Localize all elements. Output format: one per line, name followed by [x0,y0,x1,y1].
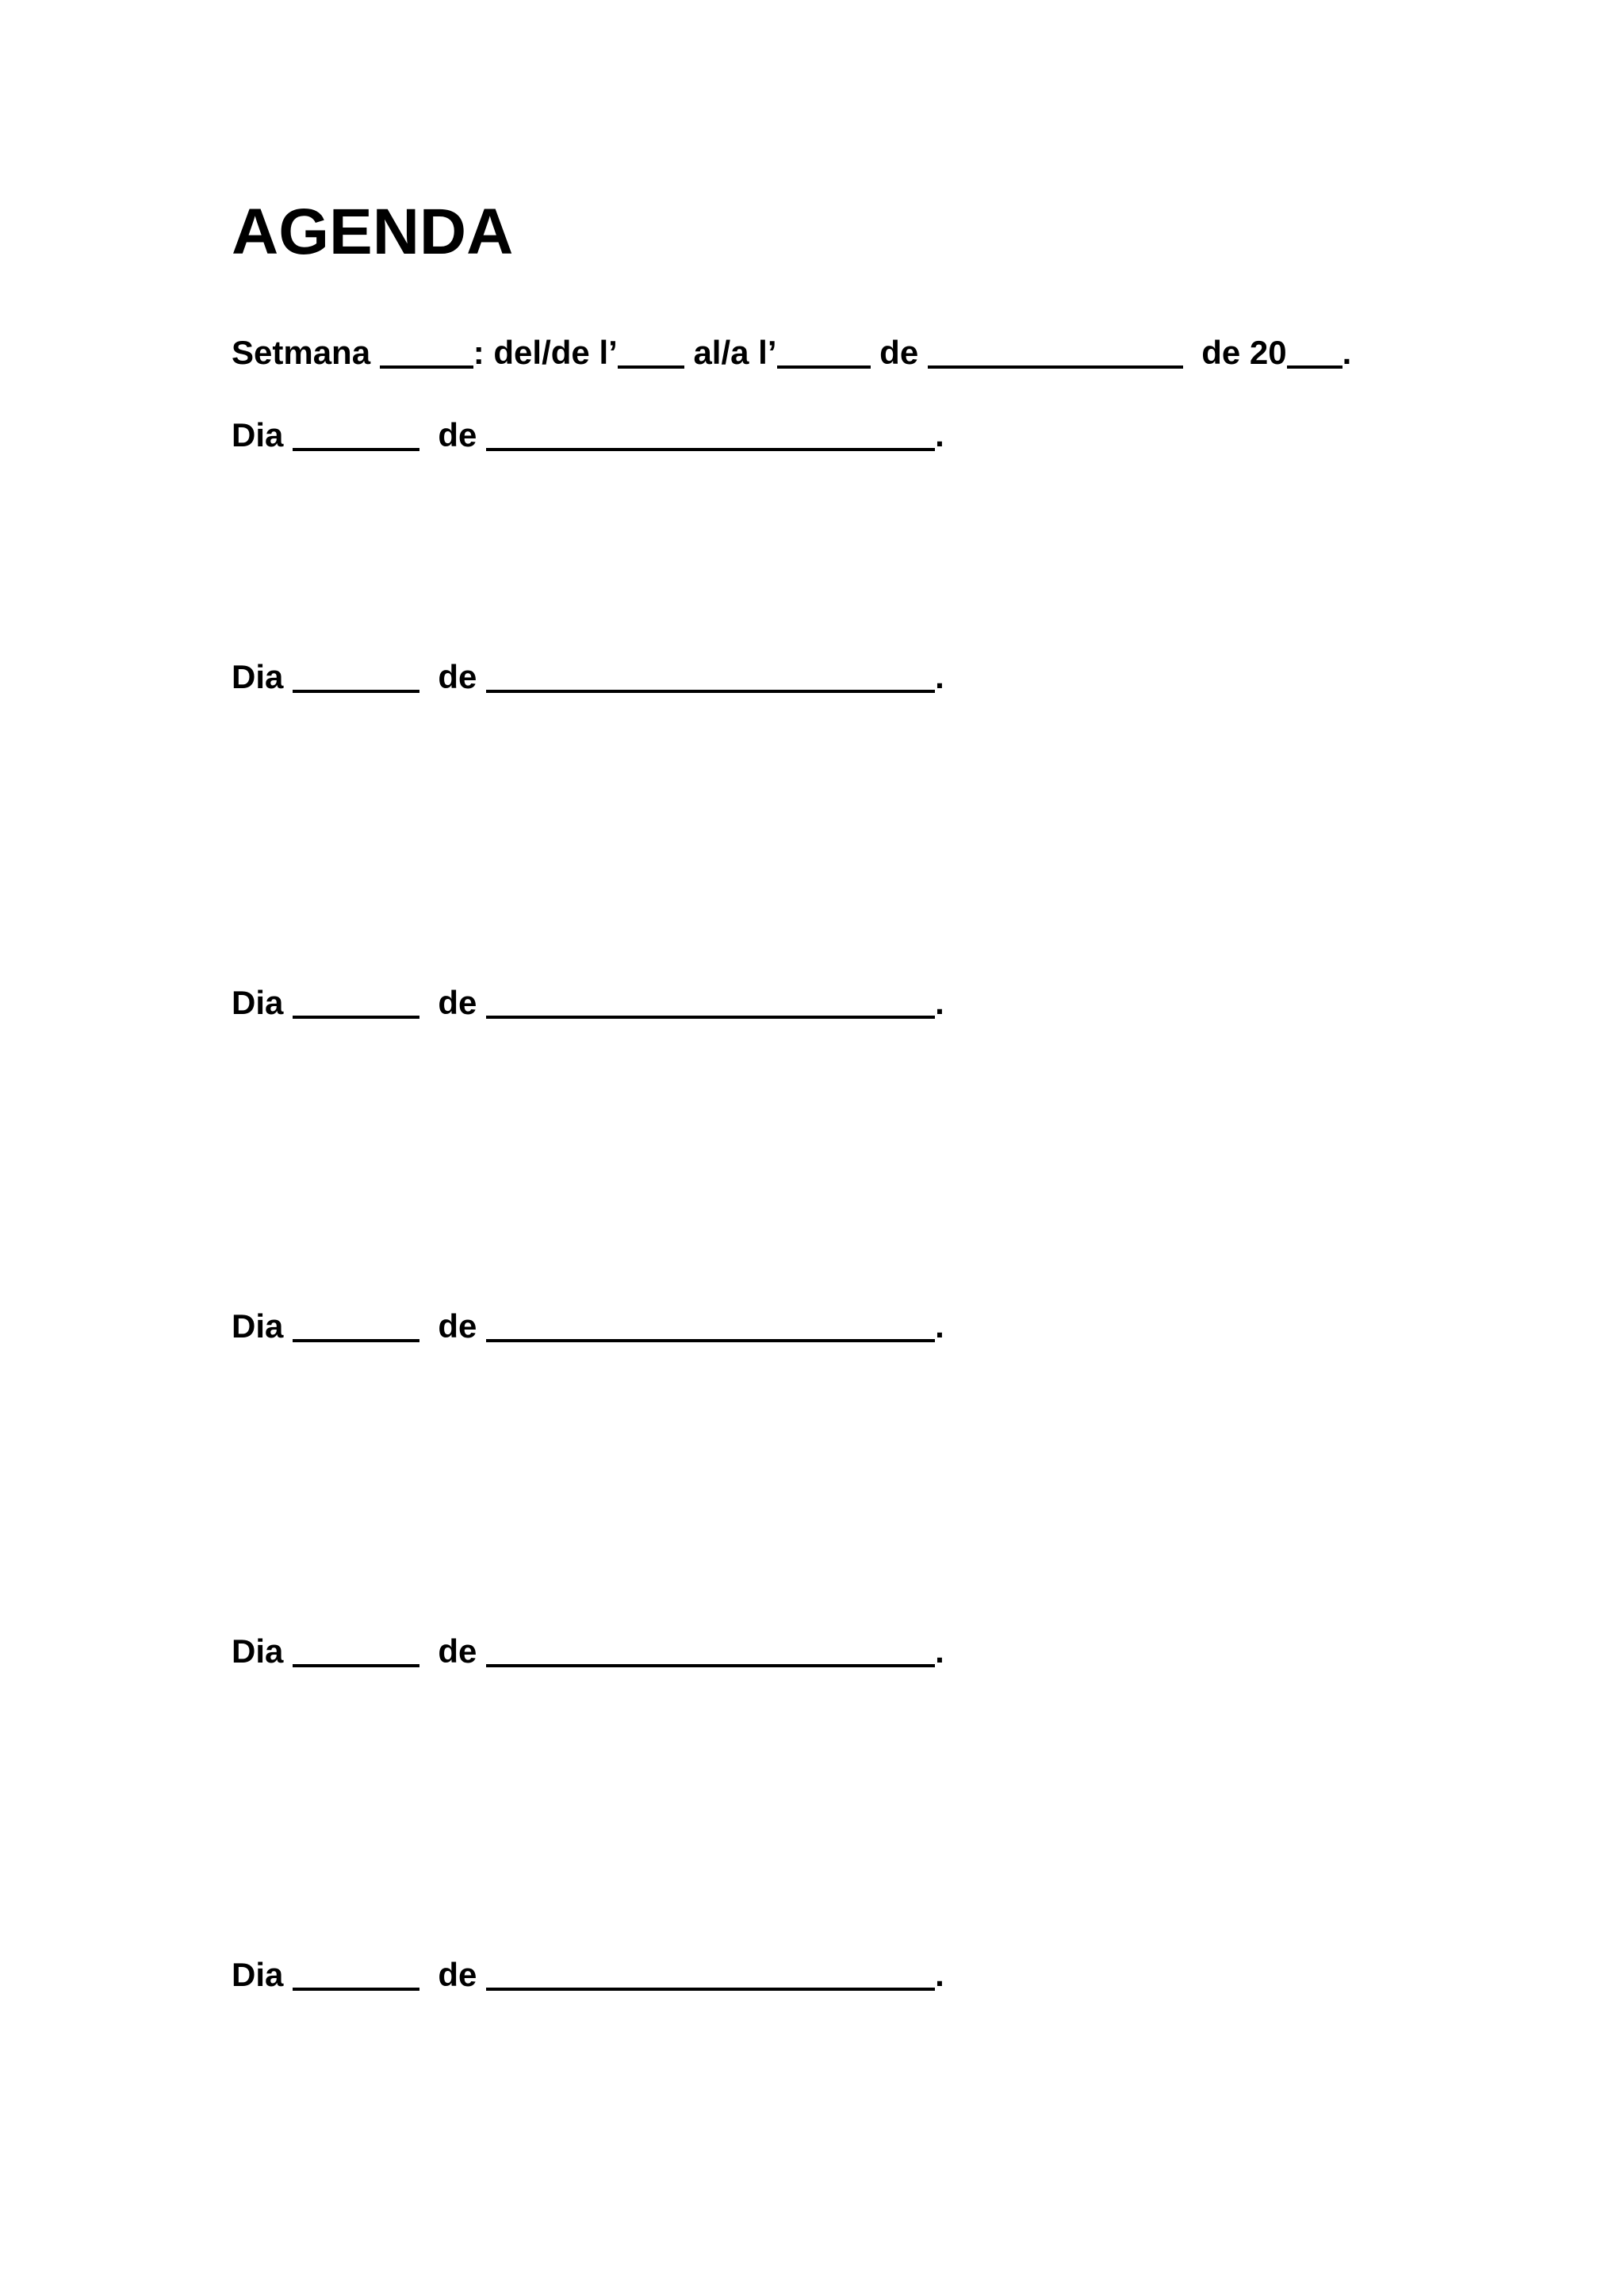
week-number-blank[interactable] [380,337,473,369]
day-line [232,1307,944,1345]
day-month-blank[interactable] [486,1636,935,1667]
day-number-blank[interactable] [293,1311,419,1342]
day-label: Dia [232,658,293,695]
day-month-label: de [419,1632,487,1670]
day-number-blank[interactable] [293,419,419,451]
week-to-blank[interactable] [777,337,871,369]
day-number-blank[interactable] [293,1636,419,1667]
day-month-label: de [419,1307,487,1345]
day-label: Dia [232,1956,293,1993]
day-month-label: de [419,416,487,453]
day-line [232,416,944,453]
day-month-label: de [419,658,487,695]
day-line-end: . [935,1632,944,1670]
day-line-end: . [935,416,944,453]
day-line-end: . [935,1956,944,1993]
week-from-label: : del/de l’ [473,334,618,371]
day-line [232,660,944,694]
day-line-end: . [935,984,944,1021]
day-label: Dia [232,416,293,453]
day-line [232,986,944,1020]
day-line-end: . [935,1307,944,1345]
day-month-blank[interactable] [486,1959,935,1991]
week-year-label: de 20 [1182,334,1287,371]
day-number-blank[interactable] [293,1959,419,1991]
day-month-label: de [419,984,487,1021]
day-month-blank[interactable] [486,987,935,1019]
week-to-label: al/a l’ [684,334,777,371]
week-label: Setmana [232,334,380,371]
day-line [232,1958,944,1992]
day-line [232,1632,944,1670]
day-number-blank[interactable] [293,661,419,693]
day-month-blank[interactable] [486,661,935,693]
day-month-blank[interactable] [486,419,935,451]
day-month-blank[interactable] [486,1311,935,1342]
day-label: Dia [232,1632,293,1670]
day-label: Dia [232,984,293,1021]
week-line [232,336,1351,369]
week-year-blank[interactable] [1287,337,1342,369]
week-month-blank[interactable] [928,337,1183,369]
week-line-end: . [1342,334,1352,371]
page-title: AGENDA [232,196,514,268]
day-label: Dia [232,1307,293,1345]
week-month-label: de [870,334,928,371]
week-from-blank[interactable] [618,337,684,369]
day-line-end: . [935,658,944,695]
day-month-label: de [419,1956,487,1993]
day-number-blank[interactable] [293,987,419,1019]
